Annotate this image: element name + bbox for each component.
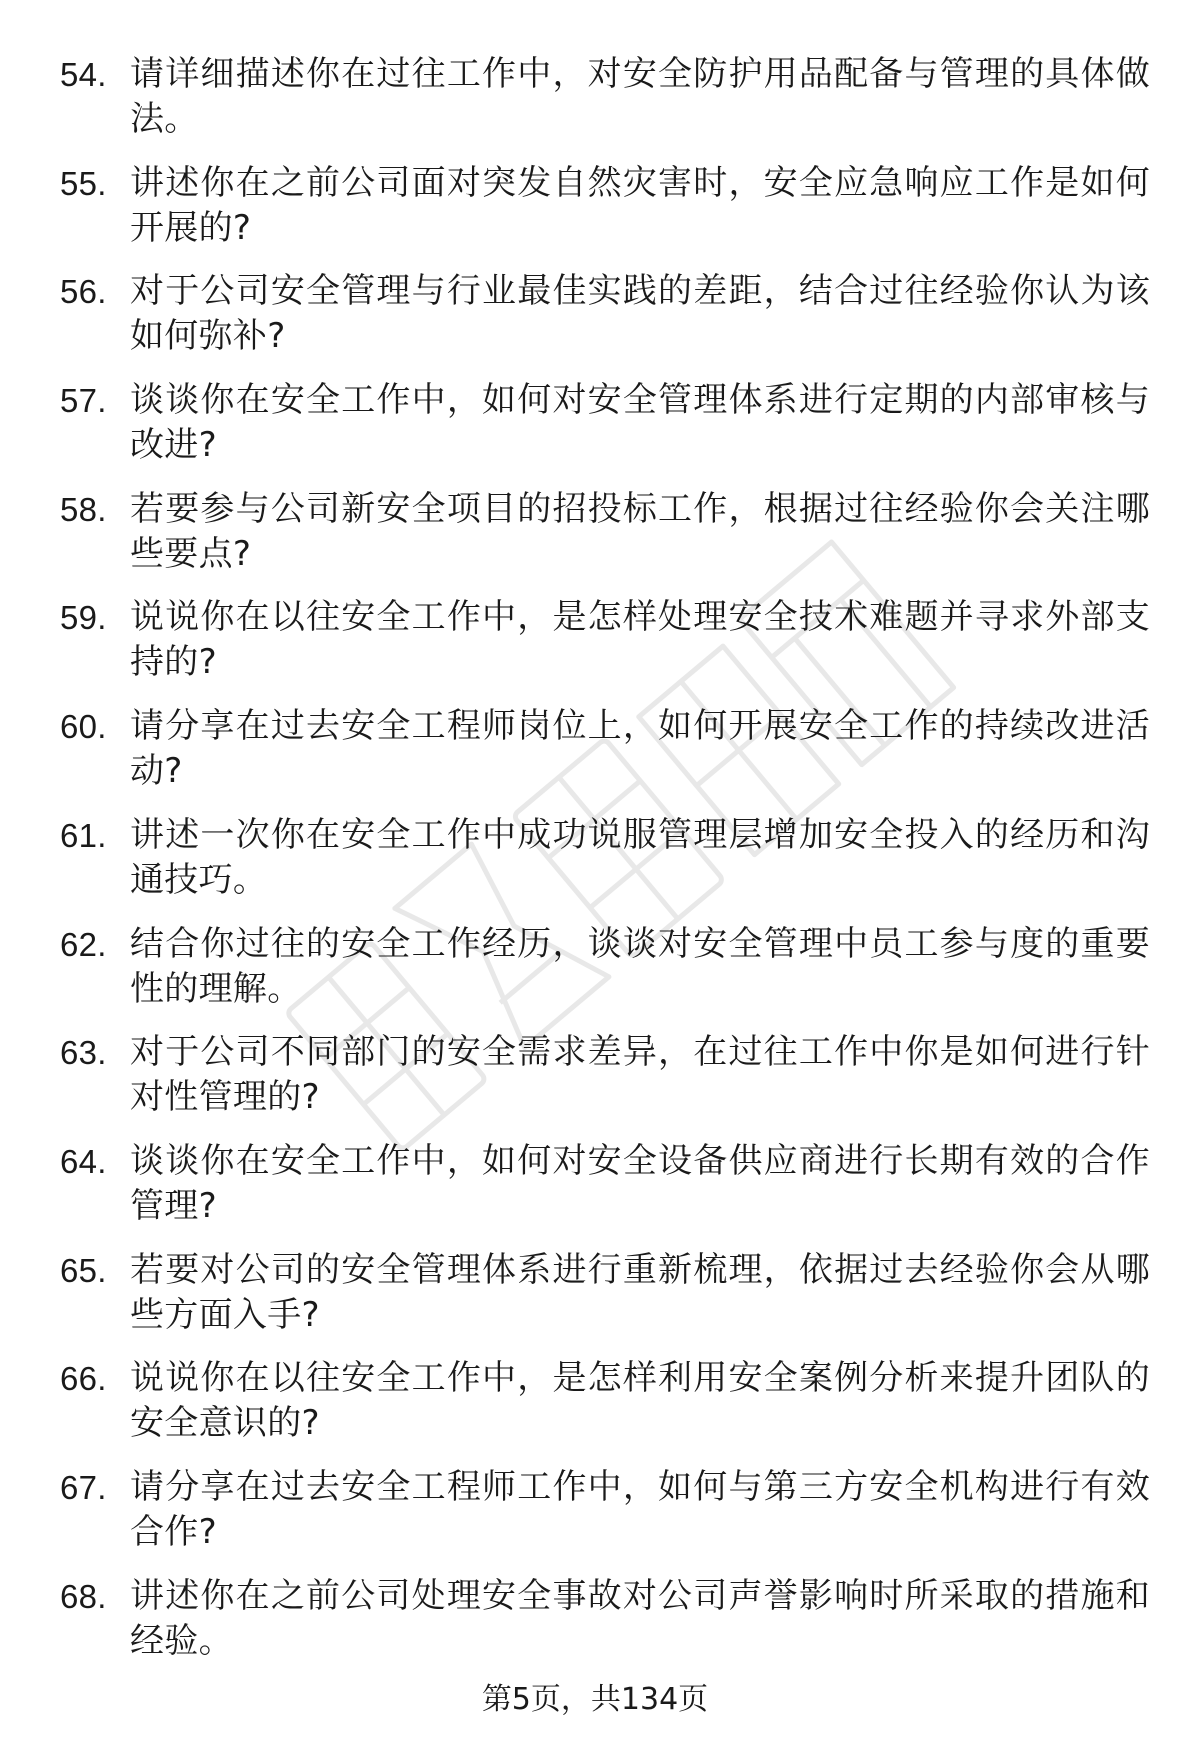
question-text: 谈谈你在安全工作中，如何对安全设备供应商进行长期有效的合作管理? (130, 1140, 1150, 1226)
question-number: 60. (60, 708, 107, 746)
page-footer: 第5页，共134页 (481, 1682, 709, 1717)
question-number: 68. (60, 1577, 107, 1615)
question-text: 请分享在过去安全工程师工作中，如何与第三方安全机构进行有效合作? (130, 1466, 1150, 1552)
list-item (60, 1030, 1150, 1120)
question-text: 谈谈你在安全工作中，如何对安全管理体系进行定期的内部审核与改进? (130, 380, 1150, 466)
question-number: 61. (60, 816, 107, 854)
list-item (60, 1574, 1150, 1664)
question-number: 66. (60, 1360, 107, 1398)
question-list (60, 52, 1150, 1682)
question-number: 54. (60, 56, 107, 93)
question-text: 若要参与公司新安全项目的招投标工作，根据过往经验你会关注哪些要点? (130, 488, 1150, 574)
question-number: 64. (60, 1142, 107, 1180)
question-number: 65. (60, 1251, 107, 1289)
question-text: 对于公司安全管理与行业最佳实践的差距，结合过往经验你认为该如何弥补? (130, 271, 1150, 357)
question-number: 56. (60, 273, 107, 311)
question-number: 57. (60, 382, 107, 420)
question-number: 58. (60, 490, 107, 528)
question-number: 62. (60, 925, 107, 963)
question-text: 说说你在以往安全工作中，是怎样处理安全技术难题并寻求外部支持的? (130, 597, 1150, 683)
list-item (60, 1248, 1150, 1338)
list-item (60, 922, 1150, 1012)
question-text: 讲述你在之前公司处理安全事故对公司声誉影响时所采取的措施和经验。 (130, 1575, 1150, 1661)
list-item (60, 378, 1150, 468)
question-text: 说说你在以往安全工作中，是怎样利用安全案例分析来提升团队的安全意识的? (130, 1358, 1150, 1444)
list-item (60, 1465, 1150, 1555)
question-number: 67. (60, 1468, 107, 1506)
question-text: 讲述你在之前公司面对突发自然灾害时，安全应急响应工作是如何开展的? (130, 162, 1150, 248)
list-item (60, 1356, 1150, 1446)
list-item (60, 269, 1150, 359)
list-item (60, 1139, 1150, 1229)
question-text: 对于公司不同部门的安全需求差异，在过往工作中你是如何进行针对性管理的? (130, 1032, 1150, 1118)
list-item (60, 704, 1150, 794)
list-item (60, 487, 1150, 577)
question-text: 讲述一次你在安全工作中成功说服管理层增加安全投入的经历和沟通技巧。 (130, 814, 1150, 900)
list-item (60, 161, 1150, 251)
list-item (60, 813, 1150, 903)
list-item (60, 595, 1150, 685)
question-number: 59. (60, 599, 107, 637)
question-number: 63. (60, 1034, 107, 1072)
question-text: 若要对公司的安全管理体系进行重新梳理，依据过去经验你会从哪些方面入手? (130, 1249, 1150, 1335)
question-text: 请详细描述你在过往工作中，对安全防护用品配备与管理的具体做法。 (130, 54, 1150, 139)
question-number: 55. (60, 164, 107, 202)
question-text: 结合你过往的安全工作经历，谈谈对安全管理中员工参与度的重要性的理解。 (130, 923, 1150, 1009)
list-item (60, 52, 1150, 142)
question-text: 请分享在过去安全工程师岗位上，如何开展安全工作的持续改进活动? (130, 706, 1150, 792)
